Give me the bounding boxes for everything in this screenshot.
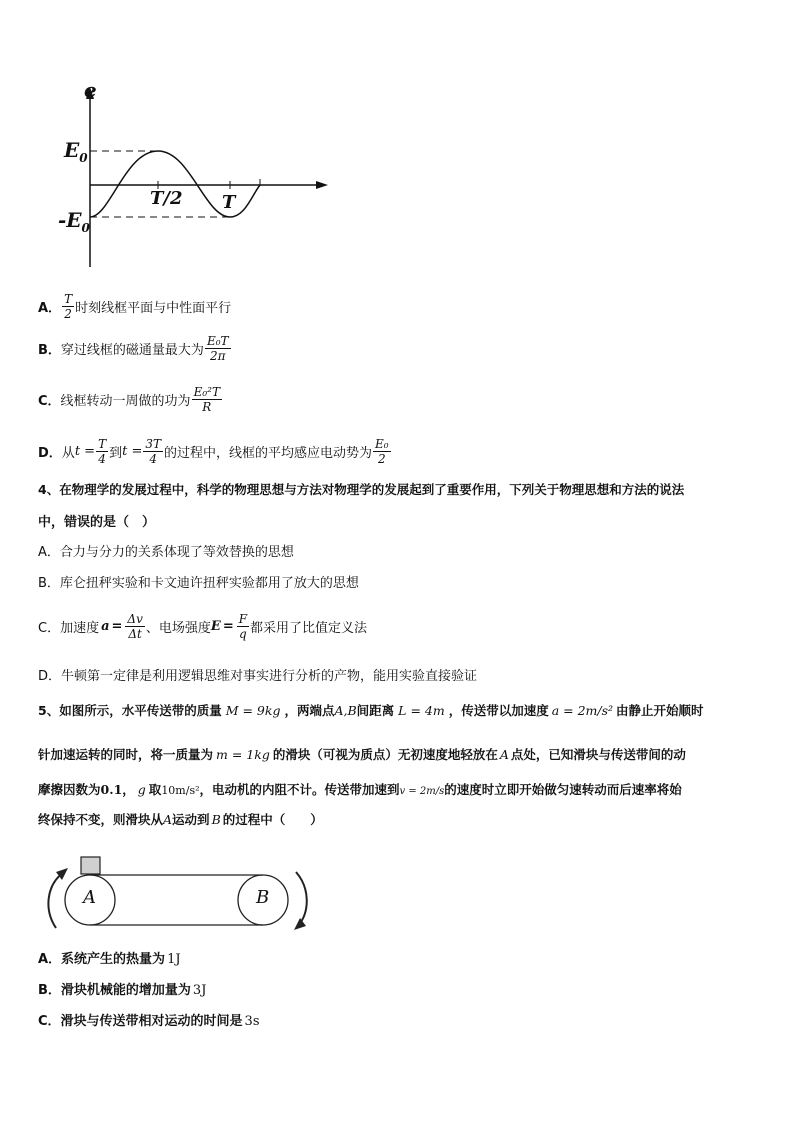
pulley-b-label: B — [256, 887, 270, 908]
q4-option-a: A．合力与分力的关系体现了等效替换的思想 — [38, 545, 294, 560]
rotation-arrow-right-head — [294, 918, 306, 930]
q4-stem-line2: 中，错误的是（ ） — [38, 515, 156, 530]
q3-option-d: D． 从 t = $\frac{T}{4}$ 到 t = $\frac{3T}{4}$ 的过程中，线框的平均感应电动势为 $\frac{\text{E₀}}{2}$ — [38, 436, 389, 466]
e0-label: $E_0$ — [64, 138, 88, 165]
conveyor-belt-figure — [40, 850, 320, 940]
q5-option-c: C．滑块与传送带相对运动的时间是 3s — [38, 1014, 260, 1029]
q5-stem-line4: 终保持不变，则滑块从A运动到 B 的过程中（ ） — [38, 812, 323, 827]
q4-option-d: D．牛顿第一定律是利用逻辑思维对事实进行分析的产物，能用实验直接验证 — [38, 669, 478, 684]
neg-e0-label: $-E_0$ — [58, 208, 90, 235]
q5-stem-line1: 5、如图所示，水平传送带的质量 M = 9kg ，两端点A,B间距离 L = 4m ，传送带以加速度 a = 2m/s² 由静止开始顺时 — [38, 703, 704, 718]
q5-option-a: A．系统产生的热量为 1J — [38, 952, 181, 967]
t-half-label: T/2 — [150, 188, 183, 209]
q5-stem-line2: 针加速运转的同时，将一质量为 m = 1kg 的滑块（可视为质点）无初速度地轻放在 A 点处，已知滑块与传送带间的动 — [38, 747, 686, 762]
x-axis-arrow — [316, 181, 328, 189]
q3-option-b: B． 穿过线框的磁通量最大为 $\frac{\text{E₀T}}{2\pi}$ — [38, 333, 229, 363]
axis-e-label: e — [84, 78, 97, 102]
q5-option-b: B．滑块机械能的增加量为 3J — [38, 983, 207, 998]
q4-option-b: B．库仑扭秤实验和卡文迪许扭秤实验都用了放大的思想 — [38, 576, 359, 591]
q4-option-c: C．加速度 a = $\frac{\Delta v}{\Delta t}$ 、电场强度 E = $\frac{F}{q}$ 都采用了比值定义法 — [38, 611, 368, 641]
q4-stem-line1: 4、在物理学的发展过程中，科学的物理思想与方法对物理学的发展起到了重要作用，下列关于物理思想和方法的说法 — [38, 482, 685, 497]
rotation-arrow-left — [48, 872, 64, 928]
slider-block — [81, 857, 100, 874]
q3-option-a: A． $\frac{T}{2}$ 时刻线框平面与中性面平行 — [38, 291, 232, 321]
rotation-arrow-right — [296, 872, 307, 926]
emf-time-graph — [40, 75, 340, 275]
pulley-a-label: A — [83, 887, 96, 908]
q3-option-c: C． 线框转动一周做的功为 $\frac{\text{E₀²T}}{R}$ — [38, 384, 220, 414]
q5-stem-line3: 摩擦因数为0.1， g 取10m/s²，电动机的内阻不计。传送带加速到v = 2m/s的速度时立即开始做匀速转动而后速率将始 — [38, 782, 682, 797]
t-label: T — [222, 192, 236, 213]
